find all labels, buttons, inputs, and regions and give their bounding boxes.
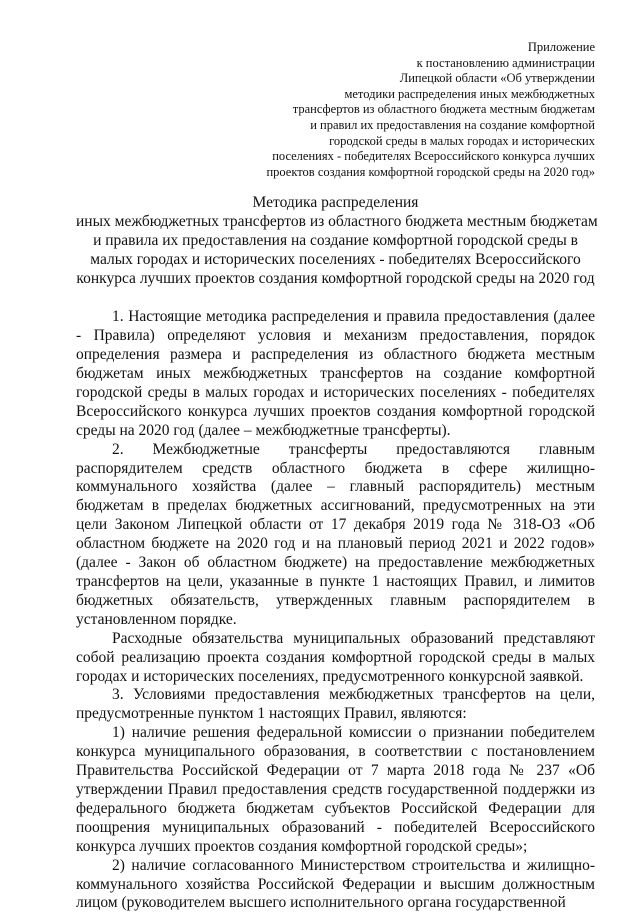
header-line: городской среды в малых городах и исторических [329, 133, 595, 148]
title-line: и правила их предоставления на создание комфортной городской среды в [93, 231, 578, 249]
paragraph: Расходные обязательства муниципальных образований представляют собой реализацию проекта создания комфортной городской среды в малых городах и исторических поселениях, предусмотренного конкурсной заявкой. [76, 629, 595, 685]
header-line: проектов создания комфортной городской среды на 2020 год» [266, 164, 595, 179]
header-line: трансфертов из областного бюджета местным бюджетам [292, 102, 595, 117]
title-line: конкурса лучших проектов создания комфортной городской среды на 2020 год [76, 269, 595, 287]
header-line: Приложение [527, 40, 595, 54]
header-line: к постановлению администрации [416, 55, 595, 70]
document-title [76, 194, 598, 288]
paragraph: 1. Настоящие методика распределения и правила предоставления (далее - Правила) определяют условия и механизм предоставления, порядок определения размера и распределения из областного бюджета местным бюджетам иных межбюджетных трансфертов на создание комфортной городской среды в малых городах и исторических поселениях - победителях Всероссийского конкурса лучших проектов создания комфортной городской среды на 2020 год (далее – межбюджетные трансферты). [76, 308, 595, 439]
header-line: и правил их предоставления на создание комфортной [310, 117, 595, 132]
title-line: малых городах и исторических поселениях - победителях Всероссийского [90, 250, 581, 268]
appendix-header [76, 40, 595, 180]
paragraph: 3. Условиями предоставления межбюджетных трансфертов на цели, предусмотренные пунктом 1 настоящих Правил, являются: [76, 686, 595, 723]
paragraph: 2. Межбюджетные трансферты предоставляются главным распорядителем средств областного бюджета в сфере жилищно-коммунального хозяйства (далее – главный распорядитель) местным бюджетам в пределах бюджетных ассигнований, предусмотренных на эти цели Законом Липецкой области от 17 декабря 2019 года № 318-ОЗ «Об областном бюджете на 2020 год и на плановый период 2021 и 2022 годов» (далее - Закон об областном бюджете) на предоставление межбюджетных трансфертов на цели, указанные в пункте 1 настоящих Правил, и лимитов бюджетных обязательств, утвержденных главным распорядителем в установленном порядке. [76, 440, 595, 628]
document-body [76, 308, 595, 913]
header-line: Липецкой области «Об утверждении [399, 71, 595, 86]
header-line: поселениях - победителях Всероссийского конкурса лучших [272, 149, 595, 164]
paragraph: 2) наличие согласованного Министерством строительства и жилищно-коммунального хозяйства Российской Федерации и высшим должностным лицом (руководителем высшего исполнительного органа государственной [76, 856, 595, 912]
paragraph: 1) наличие решения федеральной комиссии о признании победителем конкурса муниципального образования, в соответствии с постановлением Правительства Российской Федерации от 7 марта 2018 года № 237 «Об утверждении Правил предоставления средств государственной поддержки из федерального бюджета бюджетам субъектов Российской Федерации для поощрения муниципальных образований - победителей Всероссийского конкурса лучших проектов создания комфортной городской среды»; [76, 724, 595, 855]
title-line: Методика распределения [252, 194, 419, 212]
title-line: иных межбюджетных трансфертов из областного бюджета местным бюджетам [76, 213, 598, 231]
header-line: методики распределения иных межбюджетных [344, 86, 595, 101]
